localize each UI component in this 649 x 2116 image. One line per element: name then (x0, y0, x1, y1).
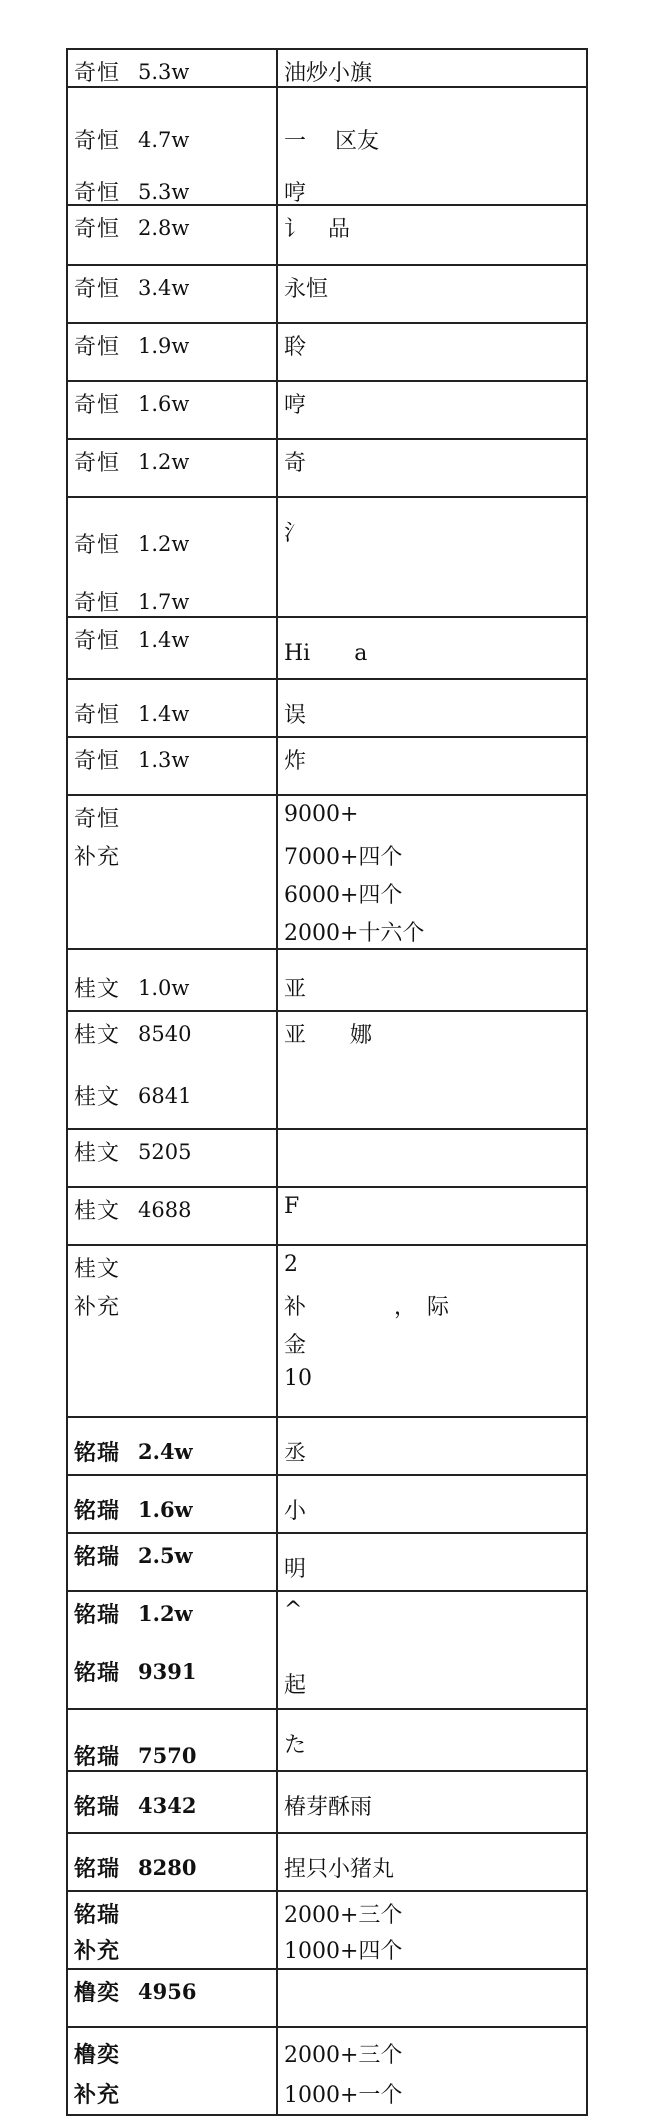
amount-value: 5.3w (138, 179, 190, 204)
amount-value: 2.4w (138, 1439, 193, 1464)
name-amount-cell (67, 1011, 277, 1129)
name-amount-cell (67, 1709, 277, 1771)
recipient-text: 金 (284, 1333, 307, 1358)
table-row (67, 1187, 587, 1245)
name-amount-line (74, 624, 189, 655)
recipient-text: 9000+ (284, 802, 359, 827)
table-row (67, 381, 587, 439)
name-amount-line (74, 212, 189, 243)
table-row (67, 87, 587, 205)
recipient-text: 聆 (284, 335, 307, 360)
member-name: 补充 (74, 2082, 121, 2108)
member-name: 奇恒 (74, 129, 121, 154)
name-amount-cell (67, 87, 277, 205)
amount-value: 5.3w (138, 59, 190, 84)
recipient-text: 椿芽酥雨 (284, 1795, 373, 1820)
recipient-text: 油炒小旗 (284, 61, 373, 86)
member-name: 奇恒 (74, 277, 121, 302)
table-row (67, 1417, 587, 1475)
name-amount-line (74, 698, 189, 729)
table-row (67, 1591, 587, 1709)
name-amount-line (74, 272, 189, 303)
name-amount-line (74, 1852, 196, 1883)
amount-value: 4688 (138, 1197, 192, 1222)
recipient-text: 2 (284, 1252, 298, 1277)
recipient-cell (277, 497, 587, 617)
recipient-text: 哼 (284, 393, 307, 418)
amount-value: 1.3w (138, 747, 190, 772)
table-row (67, 679, 587, 737)
amount-value: 2.8w (138, 215, 190, 240)
member-name: 补充 (74, 1938, 121, 1964)
recipient-cell (277, 1591, 587, 1709)
recipient-text: 捏只小猪丸 (284, 1857, 395, 1882)
recipient-text: 起 (284, 1673, 307, 1698)
table-row (67, 205, 587, 265)
member-name: 铭瑞 (74, 1794, 121, 1820)
amount-value: 1.7w (138, 589, 190, 614)
member-name: 补充 (74, 845, 121, 870)
amount-value: 1.2w (138, 1601, 193, 1626)
recipient-cell (277, 617, 587, 679)
recipient-cell (277, 1709, 587, 1771)
name-amount-cell (67, 1417, 277, 1475)
amount-value: 8540 (138, 1021, 192, 1046)
recipient-text: 氵 (284, 521, 307, 546)
name-amount-line (74, 1080, 191, 1111)
name-amount-line (74, 176, 189, 207)
name-amount-cell (67, 1591, 277, 1709)
name-amount-cell (67, 1833, 277, 1891)
recipient-text: 讠 品 (284, 217, 351, 242)
name-amount-cell (67, 439, 277, 497)
name-amount-line (74, 1494, 193, 1525)
member-name: 铭瑞 (74, 1440, 121, 1466)
name-amount-line (74, 744, 189, 775)
recipient-cell (277, 49, 587, 87)
member-name: 奇恒 (74, 393, 121, 418)
table-row (67, 1011, 587, 1129)
recipient-text: ^ (284, 1598, 303, 1623)
table-row (67, 1833, 587, 1891)
recipient-cell (277, 679, 587, 737)
table-row (67, 439, 587, 497)
name-amount-cell (67, 1969, 277, 2027)
table-row (67, 795, 587, 949)
member-name: 奇恒 (74, 749, 121, 774)
amount-table-container (66, 48, 588, 2116)
name-amount-line (74, 1290, 120, 1321)
name-amount-cell (67, 265, 277, 323)
name-amount-line (74, 330, 189, 361)
recipient-text: 补 ， 际 (284, 1295, 450, 1320)
recipient-cell (277, 1771, 587, 1833)
member-name: 桂文 (74, 1257, 121, 1282)
name-amount-cell (67, 1771, 277, 1833)
amount-value: 8280 (138, 1855, 197, 1880)
amount-value: 1.6w (138, 1497, 193, 1522)
member-name: 奇恒 (74, 451, 121, 476)
table-row (67, 1709, 587, 1771)
recipient-cell (277, 87, 587, 205)
name-amount-cell (67, 497, 277, 617)
amount-value: 5205 (138, 1139, 192, 1164)
member-name: 奇恒 (74, 61, 121, 86)
recipient-text: 亚 (284, 977, 307, 1002)
name-amount-cell (67, 617, 277, 679)
recipient-cell (277, 737, 587, 795)
name-amount-line (74, 802, 120, 833)
recipient-text: 2000+三个 (284, 1903, 403, 1928)
name-amount-line (74, 1136, 191, 1167)
recipient-cell (277, 1129, 587, 1187)
name-amount-line (74, 1598, 193, 1629)
recipient-cell (277, 205, 587, 265)
name-amount-line (74, 586, 189, 617)
name-amount-cell (67, 205, 277, 265)
recipient-text: 1000+一个 (284, 2083, 403, 2108)
member-name: 桂文 (74, 1085, 121, 1110)
name-amount-line (74, 972, 189, 1003)
amount-value: 4956 (138, 1979, 197, 2004)
recipient-cell (277, 381, 587, 439)
amount-value: 3.4w (138, 275, 190, 300)
name-amount-cell (67, 795, 277, 949)
name-amount-line (74, 56, 189, 87)
member-name: 奇恒 (74, 629, 121, 654)
table-row (67, 1771, 587, 1833)
member-name: 桂文 (74, 977, 121, 1002)
recipient-cell (277, 1533, 587, 1591)
name-amount-cell (67, 1475, 277, 1533)
name-amount-line (74, 1252, 120, 1283)
table-row (67, 1245, 587, 1417)
recipient-cell (277, 323, 587, 381)
amount-value: 1.0w (138, 975, 190, 1000)
table-row (67, 949, 587, 1011)
name-amount-cell (67, 1187, 277, 1245)
name-amount-line (74, 1790, 196, 1821)
recipient-text: 小 (284, 1499, 307, 1524)
name-amount-line (74, 1898, 120, 1929)
name-amount-line (74, 1740, 196, 1771)
recipient-text: 丞 (284, 1441, 307, 1466)
table-row (67, 49, 587, 87)
name-amount-line (74, 124, 189, 155)
recipient-cell (277, 1969, 587, 2027)
table-row (67, 1969, 587, 2027)
recipient-cell (277, 795, 587, 949)
recipient-text: 2000+三个 (284, 2043, 403, 2068)
amount-value: 4342 (138, 1793, 197, 1818)
name-amount-cell (67, 1129, 277, 1187)
recipient-text: Hi a (284, 641, 368, 666)
recipient-text: 误 (284, 703, 307, 728)
recipient-text: 亚 娜 (284, 1023, 373, 1048)
amount-value: 1.2w (138, 449, 190, 474)
member-name: 桂文 (74, 1023, 121, 1048)
member-name: 铭瑞 (74, 1856, 121, 1882)
recipient-text: F (284, 1194, 300, 1219)
table-body (67, 49, 587, 2115)
member-name: 奇恒 (74, 335, 121, 360)
name-amount-line (74, 1018, 191, 1049)
recipient-text: 炸 (284, 749, 307, 774)
recipient-text: 哼 (284, 181, 307, 206)
table-row (67, 1129, 587, 1187)
amount-table (66, 48, 588, 2116)
recipient-text: 奇 (284, 451, 307, 476)
member-name: 补充 (74, 1295, 121, 1320)
name-amount-line (74, 388, 189, 419)
amount-value: 1.4w (138, 627, 190, 652)
recipient-cell (277, 1011, 587, 1129)
table-row (67, 617, 587, 679)
name-amount-cell (67, 679, 277, 737)
recipient-cell (277, 265, 587, 323)
name-amount-line (74, 1436, 193, 1467)
name-amount-line (74, 2078, 120, 2109)
name-amount-line (74, 528, 189, 559)
name-amount-cell (67, 1891, 277, 1969)
amount-value: 1.9w (138, 333, 190, 358)
member-name: 铭瑞 (74, 1902, 121, 1928)
table-row (67, 737, 587, 795)
recipient-cell (277, 1475, 587, 1533)
recipient-cell (277, 949, 587, 1011)
name-amount-line (74, 2038, 120, 2069)
member-name: 铭瑞 (74, 1544, 121, 1570)
member-name: 铭瑞 (74, 1744, 121, 1770)
name-amount-cell (67, 737, 277, 795)
recipient-cell (277, 1891, 587, 1969)
name-amount-line (74, 446, 189, 477)
member-name: 铭瑞 (74, 1498, 121, 1524)
member-name: 铭瑞 (74, 1660, 121, 1686)
member-name: 奇恒 (74, 217, 121, 242)
recipient-text: 2000+十六个 (284, 921, 425, 946)
recipient-cell (277, 1833, 587, 1891)
name-amount-cell (67, 1245, 277, 1417)
name-amount-line (74, 1194, 191, 1225)
name-amount-cell (67, 2027, 277, 2115)
recipient-cell (277, 439, 587, 497)
amount-value: 6841 (138, 1083, 192, 1108)
table-row (67, 1533, 587, 1591)
table-row (67, 2027, 587, 2115)
member-name: 橹奕 (74, 1980, 121, 2006)
name-amount-cell (67, 949, 277, 1011)
recipient-text: 10 (284, 1366, 312, 1391)
recipient-cell (277, 2027, 587, 2115)
amount-value: 1.2w (138, 531, 190, 556)
amount-value: 9391 (138, 1659, 197, 1684)
table-row (67, 323, 587, 381)
member-name: 铭瑞 (74, 1602, 121, 1628)
name-amount-line (74, 840, 120, 871)
member-name: 橹奕 (74, 2042, 121, 2068)
recipient-text: 一 区友 (284, 129, 379, 154)
name-amount-line (74, 1540, 193, 1571)
member-name: 桂文 (74, 1199, 121, 1224)
recipient-cell (277, 1187, 587, 1245)
amount-value: 1.6w (138, 391, 190, 416)
amount-value: 7570 (138, 1743, 197, 1768)
recipient-text: 6000+四个 (284, 883, 403, 908)
recipient-text: 永恒 (284, 277, 329, 302)
member-name: 奇恒 (74, 181, 121, 206)
name-amount-cell (67, 1533, 277, 1591)
name-amount-cell (67, 49, 277, 87)
recipient-text: 7000+四个 (284, 845, 403, 870)
member-name: 桂文 (74, 1141, 121, 1166)
name-amount-cell (67, 381, 277, 439)
recipient-text: 1000+四个 (284, 1939, 403, 1964)
table-row (67, 497, 587, 617)
recipient-cell (277, 1245, 587, 1417)
name-amount-line (74, 1976, 196, 2007)
member-name: 奇恒 (74, 591, 121, 616)
member-name: 奇恒 (74, 533, 121, 558)
recipient-text: た (284, 1733, 307, 1758)
name-amount-cell (67, 323, 277, 381)
name-amount-line (74, 1656, 196, 1687)
table-row (67, 1475, 587, 1533)
recipient-text: 明 (284, 1557, 307, 1582)
amount-value: 2.5w (138, 1543, 193, 1568)
member-name: 奇恒 (74, 807, 121, 832)
amount-value: 1.4w (138, 701, 190, 726)
table-row (67, 1891, 587, 1969)
table-row (67, 265, 587, 323)
member-name: 奇恒 (74, 703, 121, 728)
name-amount-line (74, 1934, 120, 1965)
amount-value: 4.7w (138, 127, 190, 152)
recipient-cell (277, 1417, 587, 1475)
